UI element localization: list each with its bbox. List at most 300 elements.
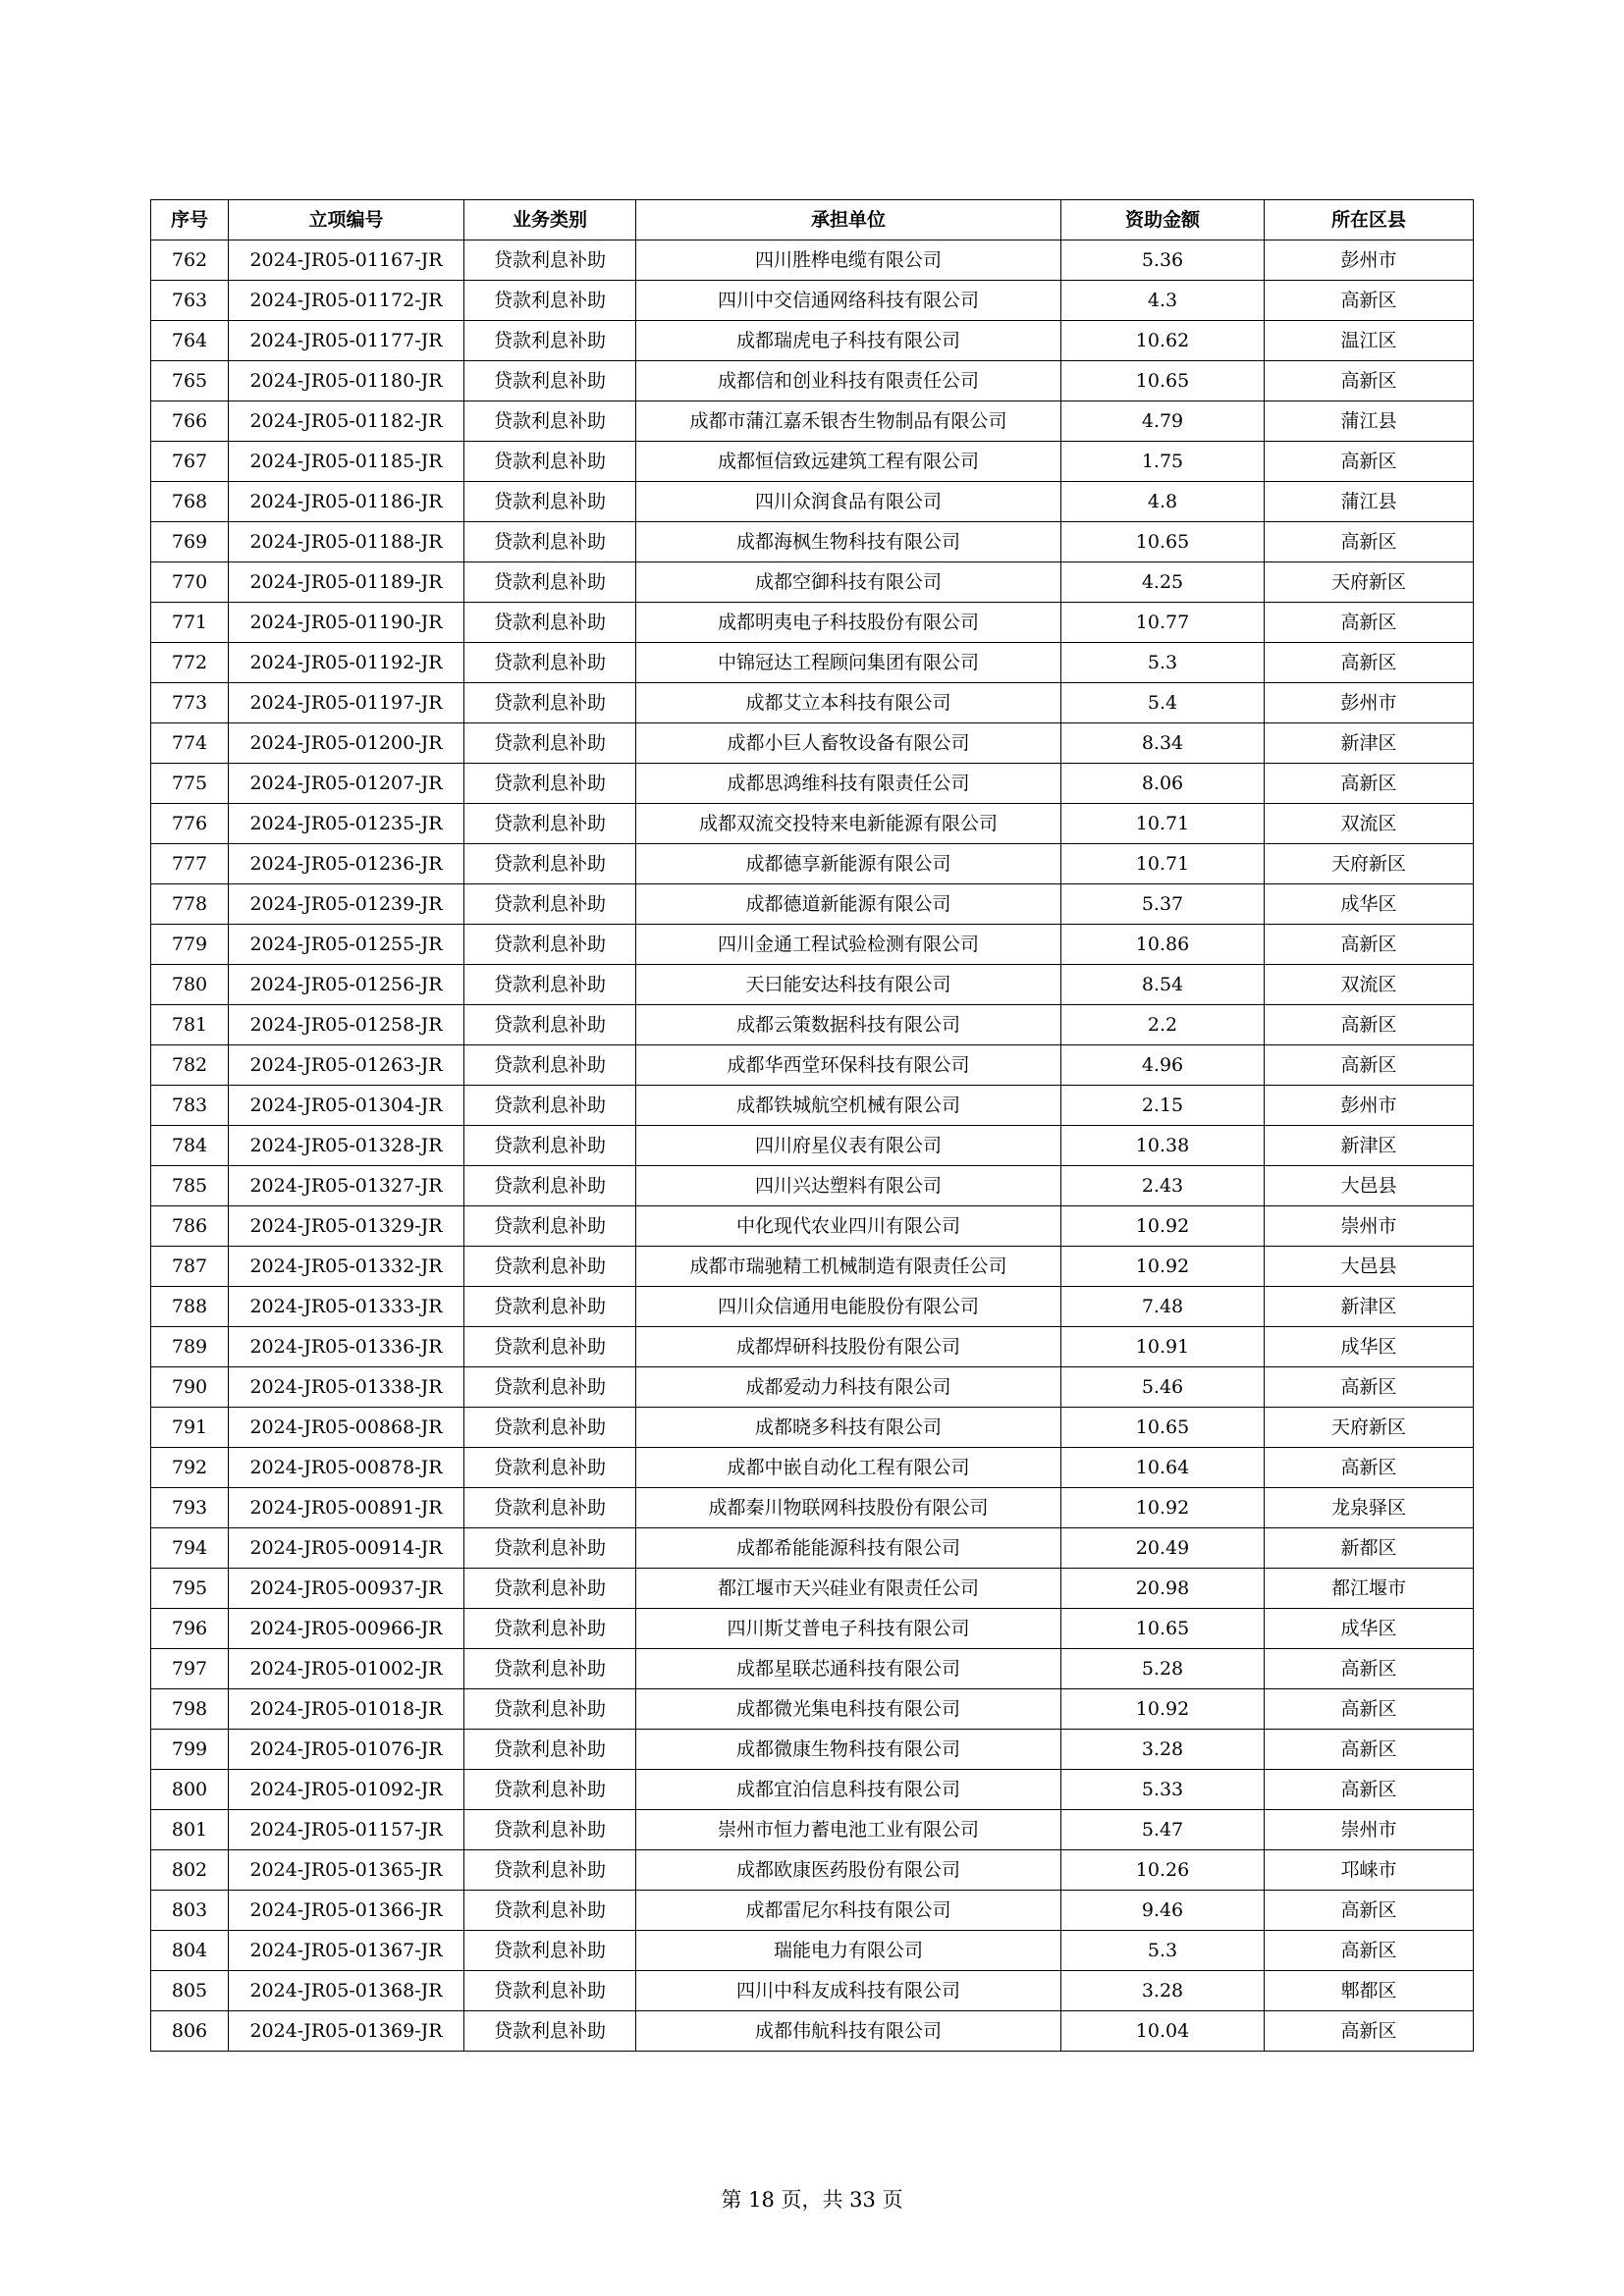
cell-undertaking-unit: 瑞能电力有限公司 bbox=[636, 1931, 1061, 1971]
cell-project-number: 2024-JR05-01239-JR bbox=[229, 884, 464, 925]
cell-funding-amount: 4.3 bbox=[1061, 281, 1265, 321]
cell-project-number: 2024-JR05-01258-JR bbox=[229, 1005, 464, 1045]
cell-district: 天府新区 bbox=[1265, 1408, 1474, 1448]
header-district: 所在区县 bbox=[1265, 200, 1474, 240]
cell-undertaking-unit: 四川兴达塑料有限公司 bbox=[636, 1166, 1061, 1206]
cell-business-category: 贷款利息补助 bbox=[464, 240, 636, 281]
cell-business-category: 贷款利息补助 bbox=[464, 1810, 636, 1850]
cell-undertaking-unit: 四川胜桦电缆有限公司 bbox=[636, 240, 1061, 281]
cell-project-number: 2024-JR05-01207-JR bbox=[229, 764, 464, 804]
cell-undertaking-unit: 崇州市恒力蓄电池工业有限公司 bbox=[636, 1810, 1061, 1850]
cell-index: 765 bbox=[151, 361, 229, 401]
cell-district: 高新区 bbox=[1265, 281, 1474, 321]
table-row bbox=[151, 884, 1474, 925]
cell-business-category: 贷款利息补助 bbox=[464, 522, 636, 562]
cell-district: 新津区 bbox=[1265, 723, 1474, 764]
cell-project-number: 2024-JR05-01172-JR bbox=[229, 281, 464, 321]
cell-project-number: 2024-JR05-01304-JR bbox=[229, 1086, 464, 1126]
cell-project-number: 2024-JR05-01368-JR bbox=[229, 1971, 464, 2011]
cell-funding-amount: 5.3 bbox=[1061, 1931, 1265, 1971]
cell-business-category: 贷款利息补助 bbox=[464, 1971, 636, 2011]
cell-district: 彭州市 bbox=[1265, 240, 1474, 281]
cell-index: 791 bbox=[151, 1408, 229, 1448]
cell-business-category: 贷款利息补助 bbox=[464, 804, 636, 844]
table-row bbox=[151, 1448, 1474, 1488]
cell-business-category: 贷款利息补助 bbox=[464, 1488, 636, 1528]
cell-undertaking-unit: 四川府星仪表有限公司 bbox=[636, 1126, 1061, 1166]
cell-project-number: 2024-JR05-01328-JR bbox=[229, 1126, 464, 1166]
cell-undertaking-unit: 成都微光集电科技有限公司 bbox=[636, 1689, 1061, 1730]
cell-business-category: 贷款利息补助 bbox=[464, 1367, 636, 1408]
cell-undertaking-unit: 成都爱动力科技有限公司 bbox=[636, 1367, 1061, 1408]
cell-project-number: 2024-JR05-01338-JR bbox=[229, 1367, 464, 1408]
cell-undertaking-unit: 成都艾立本科技有限公司 bbox=[636, 683, 1061, 723]
cell-undertaking-unit: 中化现代农业四川有限公司 bbox=[636, 1206, 1061, 1247]
cell-funding-amount: 10.71 bbox=[1061, 844, 1265, 884]
cell-district: 郫都区 bbox=[1265, 1971, 1474, 2011]
cell-undertaking-unit: 成都海枫生物科技有限公司 bbox=[636, 522, 1061, 562]
cell-project-number: 2024-JR05-01369-JR bbox=[229, 2011, 464, 2052]
cell-business-category: 贷款利息补助 bbox=[464, 1931, 636, 1971]
cell-funding-amount: 20.98 bbox=[1061, 1569, 1265, 1609]
cell-district: 高新区 bbox=[1265, 1689, 1474, 1730]
table-row bbox=[151, 401, 1474, 442]
cell-index: 775 bbox=[151, 764, 229, 804]
cell-project-number: 2024-JR05-01255-JR bbox=[229, 925, 464, 965]
cell-district: 蒲江县 bbox=[1265, 482, 1474, 522]
table-row bbox=[151, 1891, 1474, 1931]
cell-project-number: 2024-JR05-01263-JR bbox=[229, 1045, 464, 1086]
cell-project-number: 2024-JR05-01177-JR bbox=[229, 321, 464, 361]
cell-funding-amount: 5.4 bbox=[1061, 683, 1265, 723]
header-undertaking-unit: 承担单位 bbox=[636, 200, 1061, 240]
cell-district: 新都区 bbox=[1265, 1528, 1474, 1569]
cell-business-category: 贷款利息补助 bbox=[464, 1730, 636, 1770]
cell-project-number: 2024-JR05-00891-JR bbox=[229, 1488, 464, 1528]
cell-index: 769 bbox=[151, 522, 229, 562]
cell-funding-amount: 2.2 bbox=[1061, 1005, 1265, 1045]
cell-index: 806 bbox=[151, 2011, 229, 2052]
cell-funding-amount: 5.28 bbox=[1061, 1649, 1265, 1689]
table-row bbox=[151, 2011, 1474, 2052]
table-row bbox=[151, 1206, 1474, 1247]
cell-funding-amount: 10.92 bbox=[1061, 1247, 1265, 1287]
cell-business-category: 贷款利息补助 bbox=[464, 1166, 636, 1206]
cell-index: 781 bbox=[151, 1005, 229, 1045]
cell-undertaking-unit: 成都瑞虎电子科技有限公司 bbox=[636, 321, 1061, 361]
cell-funding-amount: 5.47 bbox=[1061, 1810, 1265, 1850]
cell-index: 784 bbox=[151, 1126, 229, 1166]
table-row bbox=[151, 603, 1474, 643]
cell-district: 龙泉驿区 bbox=[1265, 1488, 1474, 1528]
cell-undertaking-unit: 成都欧康医药股份有限公司 bbox=[636, 1850, 1061, 1891]
table-row bbox=[151, 643, 1474, 683]
table-header-row bbox=[151, 200, 1474, 240]
cell-district: 高新区 bbox=[1265, 1005, 1474, 1045]
cell-district: 高新区 bbox=[1265, 643, 1474, 683]
cell-index: 805 bbox=[151, 1971, 229, 2011]
cell-business-category: 贷款利息补助 bbox=[464, 321, 636, 361]
cell-undertaking-unit: 成都伟航科技有限公司 bbox=[636, 2011, 1061, 2052]
cell-undertaking-unit: 成都双流交投特来电新能源有限公司 bbox=[636, 804, 1061, 844]
cell-business-category: 贷款利息补助 bbox=[464, 1126, 636, 1166]
cell-index: 804 bbox=[151, 1931, 229, 1971]
cell-undertaking-unit: 成都明夷电子科技股份有限公司 bbox=[636, 603, 1061, 643]
table-row bbox=[151, 1528, 1474, 1569]
cell-business-category: 贷款利息补助 bbox=[464, 1408, 636, 1448]
table-row bbox=[151, 723, 1474, 764]
cell-funding-amount: 10.38 bbox=[1061, 1126, 1265, 1166]
table-row bbox=[151, 562, 1474, 603]
cell-funding-amount: 3.28 bbox=[1061, 1971, 1265, 2011]
cell-project-number: 2024-JR05-01076-JR bbox=[229, 1730, 464, 1770]
cell-business-category: 贷款利息补助 bbox=[464, 1689, 636, 1730]
cell-funding-amount: 10.77 bbox=[1061, 603, 1265, 643]
cell-business-category: 贷款利息补助 bbox=[464, 1086, 636, 1126]
table-row bbox=[151, 1005, 1474, 1045]
cell-project-number: 2024-JR05-01336-JR bbox=[229, 1327, 464, 1367]
cell-project-number: 2024-JR05-01157-JR bbox=[229, 1810, 464, 1850]
header-business-category: 业务类别 bbox=[464, 200, 636, 240]
cell-undertaking-unit: 成都雷尼尔科技有限公司 bbox=[636, 1891, 1061, 1931]
cell-project-number: 2024-JR05-00878-JR bbox=[229, 1448, 464, 1488]
cell-district: 都江堰市 bbox=[1265, 1569, 1474, 1609]
table-row bbox=[151, 844, 1474, 884]
cell-funding-amount: 2.43 bbox=[1061, 1166, 1265, 1206]
cell-index: 797 bbox=[151, 1649, 229, 1689]
cell-index: 796 bbox=[151, 1609, 229, 1649]
table-row bbox=[151, 1327, 1474, 1367]
cell-index: 787 bbox=[151, 1247, 229, 1287]
cell-district: 高新区 bbox=[1265, 1045, 1474, 1086]
cell-district: 蒲江县 bbox=[1265, 401, 1474, 442]
funding-table bbox=[150, 199, 1474, 2052]
cell-project-number: 2024-JR05-01192-JR bbox=[229, 643, 464, 683]
cell-undertaking-unit: 四川中交信通网络科技有限公司 bbox=[636, 281, 1061, 321]
page-footer: 第 18 页，共 33 页 bbox=[721, 2188, 903, 2212]
cell-index: 768 bbox=[151, 482, 229, 522]
cell-funding-amount: 8.06 bbox=[1061, 764, 1265, 804]
cell-index: 794 bbox=[151, 1528, 229, 1569]
cell-business-category: 贷款利息补助 bbox=[464, 1287, 636, 1327]
header-funding-amount: 资助金额 bbox=[1061, 200, 1265, 240]
cell-undertaking-unit: 成都铁城航空机械有限公司 bbox=[636, 1086, 1061, 1126]
cell-business-category: 贷款利息补助 bbox=[464, 482, 636, 522]
table-row bbox=[151, 482, 1474, 522]
cell-district: 大邑县 bbox=[1265, 1166, 1474, 1206]
cell-project-number: 2024-JR05-01092-JR bbox=[229, 1770, 464, 1810]
table-row bbox=[151, 1247, 1474, 1287]
cell-business-category: 贷款利息补助 bbox=[464, 1005, 636, 1045]
cell-funding-amount: 4.79 bbox=[1061, 401, 1265, 442]
cell-project-number: 2024-JR05-01333-JR bbox=[229, 1287, 464, 1327]
cell-business-category: 贷款利息补助 bbox=[464, 1891, 636, 1931]
table-row bbox=[151, 240, 1474, 281]
cell-district: 双流区 bbox=[1265, 804, 1474, 844]
cell-district: 大邑县 bbox=[1265, 1247, 1474, 1287]
cell-index: 777 bbox=[151, 844, 229, 884]
cell-project-number: 2024-JR05-01185-JR bbox=[229, 442, 464, 482]
cell-district: 高新区 bbox=[1265, 1367, 1474, 1408]
cell-business-category: 贷款利息补助 bbox=[464, 562, 636, 603]
table-row bbox=[151, 1367, 1474, 1408]
cell-index: 766 bbox=[151, 401, 229, 442]
cell-business-category: 贷款利息补助 bbox=[464, 1206, 636, 1247]
table-row bbox=[151, 1569, 1474, 1609]
cell-funding-amount: 10.65 bbox=[1061, 361, 1265, 401]
cell-business-category: 贷款利息补助 bbox=[464, 844, 636, 884]
cell-undertaking-unit: 四川斯艾普电子科技有限公司 bbox=[636, 1609, 1061, 1649]
cell-funding-amount: 10.64 bbox=[1061, 1448, 1265, 1488]
cell-index: 773 bbox=[151, 683, 229, 723]
table-row bbox=[151, 1609, 1474, 1649]
cell-funding-amount: 10.65 bbox=[1061, 1408, 1265, 1448]
cell-district: 邛崃市 bbox=[1265, 1850, 1474, 1891]
cell-business-category: 贷款利息补助 bbox=[464, 1770, 636, 1810]
cell-funding-amount: 9.46 bbox=[1061, 1891, 1265, 1931]
cell-undertaking-unit: 成都德道新能源有限公司 bbox=[636, 884, 1061, 925]
cell-funding-amount: 5.33 bbox=[1061, 1770, 1265, 1810]
cell-undertaking-unit: 四川众润食品有限公司 bbox=[636, 482, 1061, 522]
cell-district: 高新区 bbox=[1265, 442, 1474, 482]
cell-index: 799 bbox=[151, 1730, 229, 1770]
cell-business-category: 贷款利息补助 bbox=[464, 764, 636, 804]
cell-project-number: 2024-JR05-01332-JR bbox=[229, 1247, 464, 1287]
cell-undertaking-unit: 成都市瑞驰精工机械制造有限责任公司 bbox=[636, 1247, 1061, 1287]
cell-undertaking-unit: 成都中嵌自动化工程有限公司 bbox=[636, 1448, 1061, 1488]
cell-district: 高新区 bbox=[1265, 2011, 1474, 2052]
cell-business-category: 贷款利息补助 bbox=[464, 281, 636, 321]
cell-funding-amount: 5.3 bbox=[1061, 643, 1265, 683]
cell-project-number: 2024-JR05-01236-JR bbox=[229, 844, 464, 884]
cell-index: 789 bbox=[151, 1327, 229, 1367]
table-row bbox=[151, 1408, 1474, 1448]
cell-project-number: 2024-JR05-01167-JR bbox=[229, 240, 464, 281]
cell-district: 高新区 bbox=[1265, 1649, 1474, 1689]
cell-undertaking-unit: 成都华西堂环保科技有限公司 bbox=[636, 1045, 1061, 1086]
cell-undertaking-unit: 成都恒信致远建筑工程有限公司 bbox=[636, 442, 1061, 482]
table-row bbox=[151, 361, 1474, 401]
cell-funding-amount: 1.75 bbox=[1061, 442, 1265, 482]
cell-index: 779 bbox=[151, 925, 229, 965]
cell-district: 高新区 bbox=[1265, 361, 1474, 401]
cell-business-category: 贷款利息补助 bbox=[464, 1569, 636, 1609]
cell-business-category: 贷款利息补助 bbox=[464, 2011, 636, 2052]
cell-index: 782 bbox=[151, 1045, 229, 1086]
cell-funding-amount: 10.86 bbox=[1061, 925, 1265, 965]
table-row bbox=[151, 1971, 1474, 2011]
cell-index: 767 bbox=[151, 442, 229, 482]
cell-funding-amount: 2.15 bbox=[1061, 1086, 1265, 1126]
cell-project-number: 2024-JR05-01200-JR bbox=[229, 723, 464, 764]
cell-business-category: 贷款利息补助 bbox=[464, 965, 636, 1005]
cell-index: 785 bbox=[151, 1166, 229, 1206]
cell-funding-amount: 10.65 bbox=[1061, 1609, 1265, 1649]
cell-district: 高新区 bbox=[1265, 925, 1474, 965]
cell-business-category: 贷款利息补助 bbox=[464, 1850, 636, 1891]
table-row bbox=[151, 1810, 1474, 1850]
cell-project-number: 2024-JR05-01366-JR bbox=[229, 1891, 464, 1931]
cell-project-number: 2024-JR05-01256-JR bbox=[229, 965, 464, 1005]
cell-funding-amount: 8.54 bbox=[1061, 965, 1265, 1005]
cell-district: 高新区 bbox=[1265, 1770, 1474, 1810]
cell-undertaking-unit: 成都希能能源科技有限公司 bbox=[636, 1528, 1061, 1569]
table-row bbox=[151, 1689, 1474, 1730]
cell-index: 788 bbox=[151, 1287, 229, 1327]
cell-business-category: 贷款利息补助 bbox=[464, 1448, 636, 1488]
table-row bbox=[151, 1931, 1474, 1971]
table-row bbox=[151, 1770, 1474, 1810]
cell-undertaking-unit: 成都焊研科技股份有限公司 bbox=[636, 1327, 1061, 1367]
cell-undertaking-unit: 四川众信通用电能股份有限公司 bbox=[636, 1287, 1061, 1327]
cell-index: 780 bbox=[151, 965, 229, 1005]
cell-undertaking-unit: 成都云策数据科技有限公司 bbox=[636, 1005, 1061, 1045]
cell-undertaking-unit: 都江堰市天兴硅业有限责任公司 bbox=[636, 1569, 1061, 1609]
cell-funding-amount: 10.92 bbox=[1061, 1488, 1265, 1528]
cell-district: 崇州市 bbox=[1265, 1810, 1474, 1850]
cell-district: 高新区 bbox=[1265, 1448, 1474, 1488]
table-row bbox=[151, 1045, 1474, 1086]
cell-business-category: 贷款利息补助 bbox=[464, 643, 636, 683]
cell-undertaking-unit: 成都晓多科技有限公司 bbox=[636, 1408, 1061, 1448]
table-row bbox=[151, 281, 1474, 321]
cell-undertaking-unit: 成都小巨人畜牧设备有限公司 bbox=[636, 723, 1061, 764]
cell-district: 新津区 bbox=[1265, 1287, 1474, 1327]
cell-business-category: 贷款利息补助 bbox=[464, 401, 636, 442]
cell-undertaking-unit: 成都信和创业科技有限责任公司 bbox=[636, 361, 1061, 401]
table-row bbox=[151, 683, 1474, 723]
cell-undertaking-unit: 中锦冠达工程顾问集团有限公司 bbox=[636, 643, 1061, 683]
cell-business-category: 贷款利息补助 bbox=[464, 442, 636, 482]
cell-funding-amount: 5.37 bbox=[1061, 884, 1265, 925]
cell-index: 771 bbox=[151, 603, 229, 643]
cell-index: 762 bbox=[151, 240, 229, 281]
cell-funding-amount: 10.65 bbox=[1061, 522, 1265, 562]
cell-index: 774 bbox=[151, 723, 229, 764]
cell-district: 彭州市 bbox=[1265, 1086, 1474, 1126]
cell-funding-amount: 10.91 bbox=[1061, 1327, 1265, 1367]
cell-index: 801 bbox=[151, 1810, 229, 1850]
cell-business-category: 贷款利息补助 bbox=[464, 683, 636, 723]
cell-business-category: 贷款利息补助 bbox=[464, 1327, 636, 1367]
table-row bbox=[151, 1166, 1474, 1206]
cell-funding-amount: 20.49 bbox=[1061, 1528, 1265, 1569]
cell-district: 天府新区 bbox=[1265, 562, 1474, 603]
table-row bbox=[151, 1850, 1474, 1891]
cell-index: 793 bbox=[151, 1488, 229, 1528]
cell-index: 776 bbox=[151, 804, 229, 844]
cell-district: 崇州市 bbox=[1265, 1206, 1474, 1247]
cell-district: 温江区 bbox=[1265, 321, 1474, 361]
cell-index: 770 bbox=[151, 562, 229, 603]
cell-district: 双流区 bbox=[1265, 965, 1474, 1005]
cell-undertaking-unit: 成都宜泊信息科技有限公司 bbox=[636, 1770, 1061, 1810]
cell-index: 795 bbox=[151, 1569, 229, 1609]
cell-district: 成华区 bbox=[1265, 884, 1474, 925]
cell-business-category: 贷款利息补助 bbox=[464, 723, 636, 764]
cell-index: 792 bbox=[151, 1448, 229, 1488]
cell-index: 802 bbox=[151, 1850, 229, 1891]
cell-district: 高新区 bbox=[1265, 1931, 1474, 1971]
cell-index: 803 bbox=[151, 1891, 229, 1931]
cell-project-number: 2024-JR05-01188-JR bbox=[229, 522, 464, 562]
cell-funding-amount: 3.28 bbox=[1061, 1730, 1265, 1770]
header-project-number: 立项编号 bbox=[229, 200, 464, 240]
cell-project-number: 2024-JR05-01367-JR bbox=[229, 1931, 464, 1971]
cell-undertaking-unit: 成都星联芯通科技有限公司 bbox=[636, 1649, 1061, 1689]
cell-project-number: 2024-JR05-00966-JR bbox=[229, 1609, 464, 1649]
header-index: 序号 bbox=[151, 200, 229, 240]
cell-funding-amount: 10.26 bbox=[1061, 1850, 1265, 1891]
cell-project-number: 2024-JR05-01197-JR bbox=[229, 683, 464, 723]
cell-business-category: 贷款利息补助 bbox=[464, 925, 636, 965]
cell-project-number: 2024-JR05-01235-JR bbox=[229, 804, 464, 844]
table-body bbox=[151, 240, 1474, 2052]
cell-funding-amount: 5.36 bbox=[1061, 240, 1265, 281]
cell-undertaking-unit: 四川金通工程试验检测有限公司 bbox=[636, 925, 1061, 965]
cell-funding-amount: 10.92 bbox=[1061, 1689, 1265, 1730]
table-row bbox=[151, 1287, 1474, 1327]
cell-district: 新津区 bbox=[1265, 1126, 1474, 1166]
cell-project-number: 2024-JR05-01018-JR bbox=[229, 1689, 464, 1730]
cell-district: 彭州市 bbox=[1265, 683, 1474, 723]
table-row bbox=[151, 1730, 1474, 1770]
cell-business-category: 贷款利息补助 bbox=[464, 1609, 636, 1649]
cell-project-number: 2024-JR05-00868-JR bbox=[229, 1408, 464, 1448]
cell-index: 763 bbox=[151, 281, 229, 321]
cell-index: 778 bbox=[151, 884, 229, 925]
cell-project-number: 2024-JR05-00937-JR bbox=[229, 1569, 464, 1609]
table-row bbox=[151, 1649, 1474, 1689]
cell-index: 798 bbox=[151, 1689, 229, 1730]
cell-funding-amount: 7.48 bbox=[1061, 1287, 1265, 1327]
table-row bbox=[151, 442, 1474, 482]
cell-project-number: 2024-JR05-01186-JR bbox=[229, 482, 464, 522]
table-row bbox=[151, 1126, 1474, 1166]
cell-index: 772 bbox=[151, 643, 229, 683]
cell-funding-amount: 4.25 bbox=[1061, 562, 1265, 603]
cell-business-category: 贷款利息补助 bbox=[464, 884, 636, 925]
cell-project-number: 2024-JR05-00914-JR bbox=[229, 1528, 464, 1569]
cell-district: 高新区 bbox=[1265, 522, 1474, 562]
cell-district: 天府新区 bbox=[1265, 844, 1474, 884]
cell-project-number: 2024-JR05-01329-JR bbox=[229, 1206, 464, 1247]
cell-undertaking-unit: 天曰能安达科技有限公司 bbox=[636, 965, 1061, 1005]
cell-project-number: 2024-JR05-01365-JR bbox=[229, 1850, 464, 1891]
cell-project-number: 2024-JR05-01182-JR bbox=[229, 401, 464, 442]
cell-business-category: 贷款利息补助 bbox=[464, 603, 636, 643]
cell-district: 高新区 bbox=[1265, 603, 1474, 643]
cell-index: 800 bbox=[151, 1770, 229, 1810]
cell-funding-amount: 10.62 bbox=[1061, 321, 1265, 361]
cell-project-number: 2024-JR05-01180-JR bbox=[229, 361, 464, 401]
cell-district: 成华区 bbox=[1265, 1609, 1474, 1649]
cell-district: 高新区 bbox=[1265, 764, 1474, 804]
cell-index: 783 bbox=[151, 1086, 229, 1126]
cell-undertaking-unit: 四川中科友成科技有限公司 bbox=[636, 1971, 1061, 2011]
cell-business-category: 贷款利息补助 bbox=[464, 361, 636, 401]
table-row bbox=[151, 321, 1474, 361]
cell-project-number: 2024-JR05-01327-JR bbox=[229, 1166, 464, 1206]
cell-project-number: 2024-JR05-01002-JR bbox=[229, 1649, 464, 1689]
table-row bbox=[151, 1086, 1474, 1126]
cell-undertaking-unit: 成都德享新能源有限公司 bbox=[636, 844, 1061, 884]
cell-district: 高新区 bbox=[1265, 1891, 1474, 1931]
cell-funding-amount: 10.71 bbox=[1061, 804, 1265, 844]
cell-undertaking-unit: 成都空御科技有限公司 bbox=[636, 562, 1061, 603]
cell-district: 成华区 bbox=[1265, 1327, 1474, 1367]
cell-business-category: 贷款利息补助 bbox=[464, 1247, 636, 1287]
